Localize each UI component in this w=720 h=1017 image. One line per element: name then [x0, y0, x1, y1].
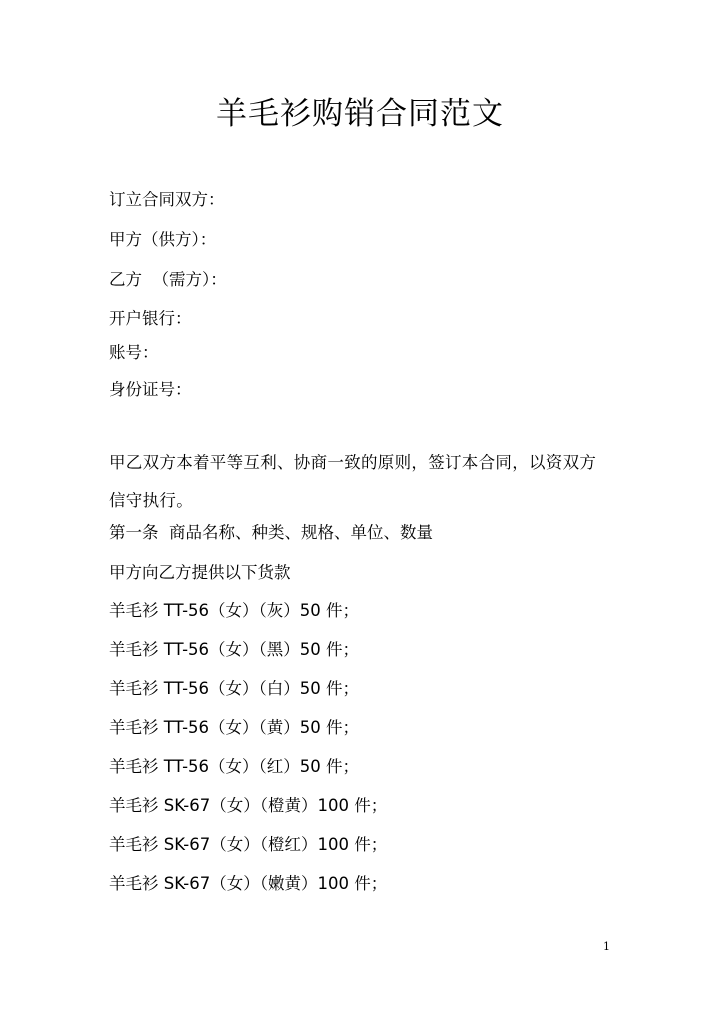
account-line: 账号： [109, 343, 159, 362]
item-line: 羊毛衫 SK-67（女）（橙黄）100 件； [109, 796, 388, 815]
id-number-line: 身份证号： [109, 380, 192, 399]
item-line: 羊毛衫 TT-56（女）（黄）50 件； [109, 718, 360, 737]
item-line: 羊毛衫 TT-56（女）（灰）50 件； [109, 601, 360, 620]
item-line: 羊毛衫 TT-56（女）（白）50 件； [109, 679, 360, 698]
article-1-intro: 甲方向乙方提供以下货款 [109, 563, 291, 582]
item-line: 羊毛衫 TT-56（女）（红）50 件； [109, 757, 360, 776]
party-a-line: 甲方（供方）： [109, 230, 217, 249]
item-line: 羊毛衫 TT-56（女）（黑）50 件； [109, 640, 360, 659]
article-1-heading: 第一条 商品名称、种类、规格、单位、数量 [109, 523, 433, 542]
party-b-line: 乙方 （需方）： [109, 270, 227, 289]
document-title: 羊毛衫购销合同范文 [216, 96, 504, 132]
item-line: 羊毛衫 SK-67（女）（嫩黄）100 件； [109, 874, 388, 893]
page-number: 1 [603, 940, 610, 953]
item-line: 羊毛衫 SK-67（女）（橙红）100 件； [109, 835, 388, 854]
preamble-paragraph: 甲乙双方本着平等互利、协商一致的原则，签订本合同，以资双方信守执行。 [109, 453, 597, 510]
bank-line: 开户银行： [109, 309, 192, 328]
parties-heading: 订立合同双方： [109, 190, 225, 209]
